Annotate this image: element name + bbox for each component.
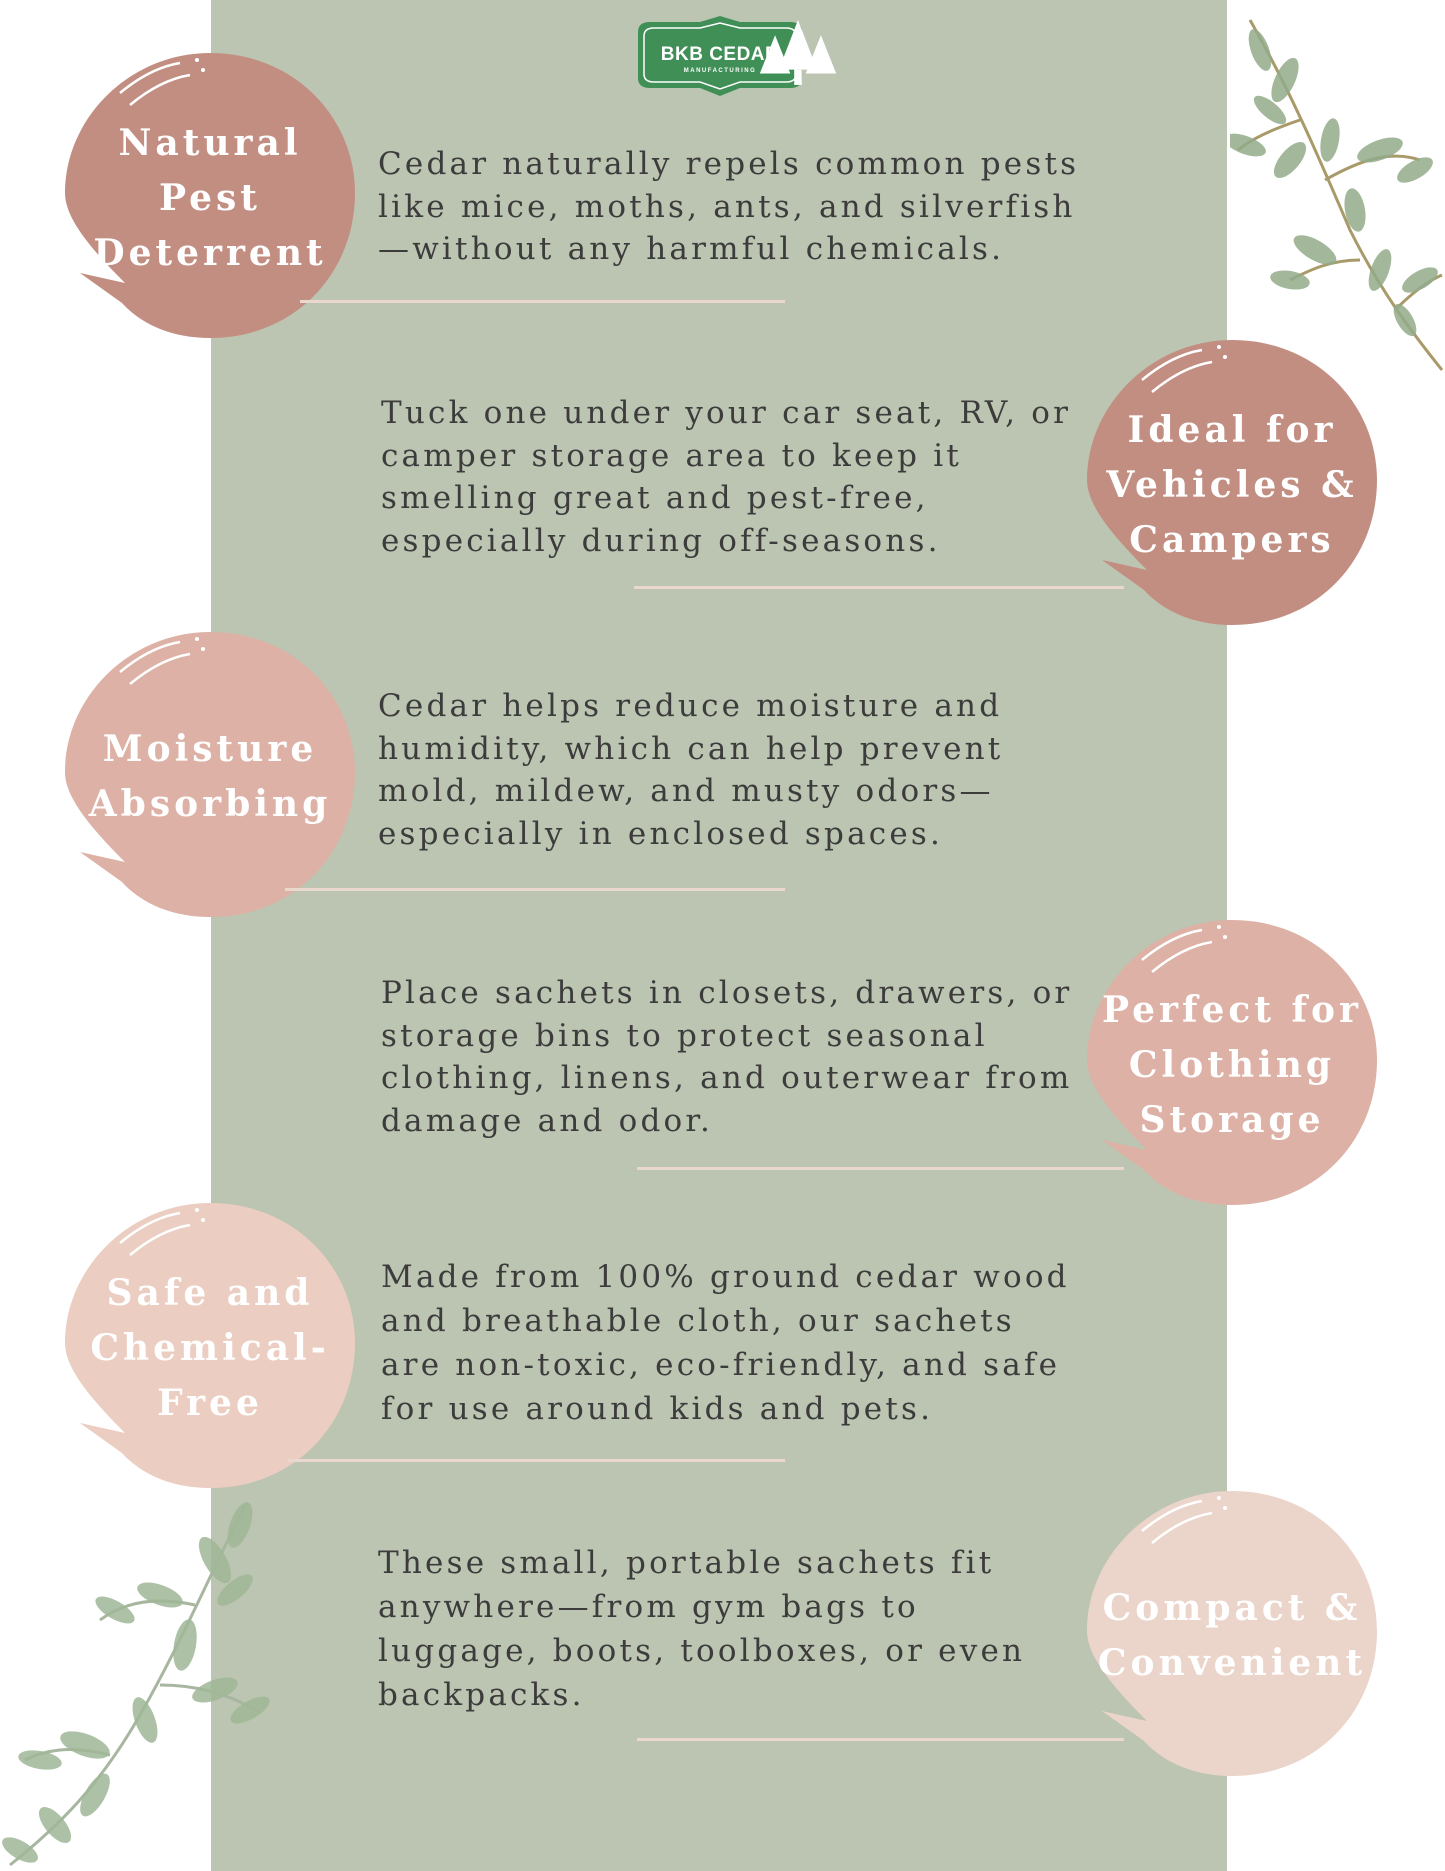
divider-rule: [634, 586, 1124, 589]
feature-description: Made from 100% ground cedar wood and breathable cloth, our sachets are non-toxic, eco-friendly, and safe for use around kids and pets.: [381, 1259, 1070, 1427]
feature-title: Natural Pest Deterrent: [93, 121, 327, 274]
divider-rule: [300, 300, 785, 303]
feature-description: Cedar helps reduce moisture and humidity, which can help prevent mold, mildew, and musty odors—especially in enclosed spaces.: [378, 688, 1004, 852]
divider-rule: [637, 1738, 1124, 1741]
brand-subtitle: MANUFACTURING: [683, 68, 757, 74]
brand-logo: [630, 14, 810, 98]
divider-rule: [288, 1459, 785, 1462]
feature-description: These small, portable sachets fit anywhere—from gym bags to luggage, boots, toolboxes, or even backpacks.: [378, 1545, 1026, 1713]
feature-title: Ideal for Vehicles & Campers: [1106, 408, 1358, 561]
feature-badge-1: [60, 48, 360, 348]
feature-description: Cedar naturally repels common pests like mice, moths, ants, and silverfish—without any harmful chemicals.: [378, 146, 1080, 267]
feature-badge-5: [60, 1198, 360, 1498]
feature-badge-4: [1082, 915, 1382, 1215]
feature-title: Moisture Absorbing: [88, 728, 332, 825]
divider-rule: [285, 888, 785, 891]
feature-description: Tuck one under your car seat, RV, or camper storage area to keep it smelling great and pest-free, especially during off-seasons.: [381, 395, 1072, 559]
feature-title: Compact & Convenient: [1097, 1587, 1367, 1684]
feature-badge-6: [1082, 1486, 1382, 1786]
cedar-sprig-bottom-left-icon: [0, 1495, 270, 1871]
feature-description: Place sachets in closets, drawers, or storage bins to protect seasonal clothing, linens, and outerwear from damage and odor.: [381, 975, 1073, 1139]
feature-badge-3: [60, 627, 360, 927]
cedar-sprig-top-right-icon: [1230, 10, 1445, 380]
feature-badge-2: [1082, 335, 1382, 635]
brand-name: BKB CEDAR: [660, 44, 780, 65]
feature-title: Safe and Chemical- Free: [90, 1271, 330, 1424]
feature-title: Perfect for Clothing Storage: [1102, 988, 1362, 1141]
divider-rule: [637, 1167, 1124, 1170]
